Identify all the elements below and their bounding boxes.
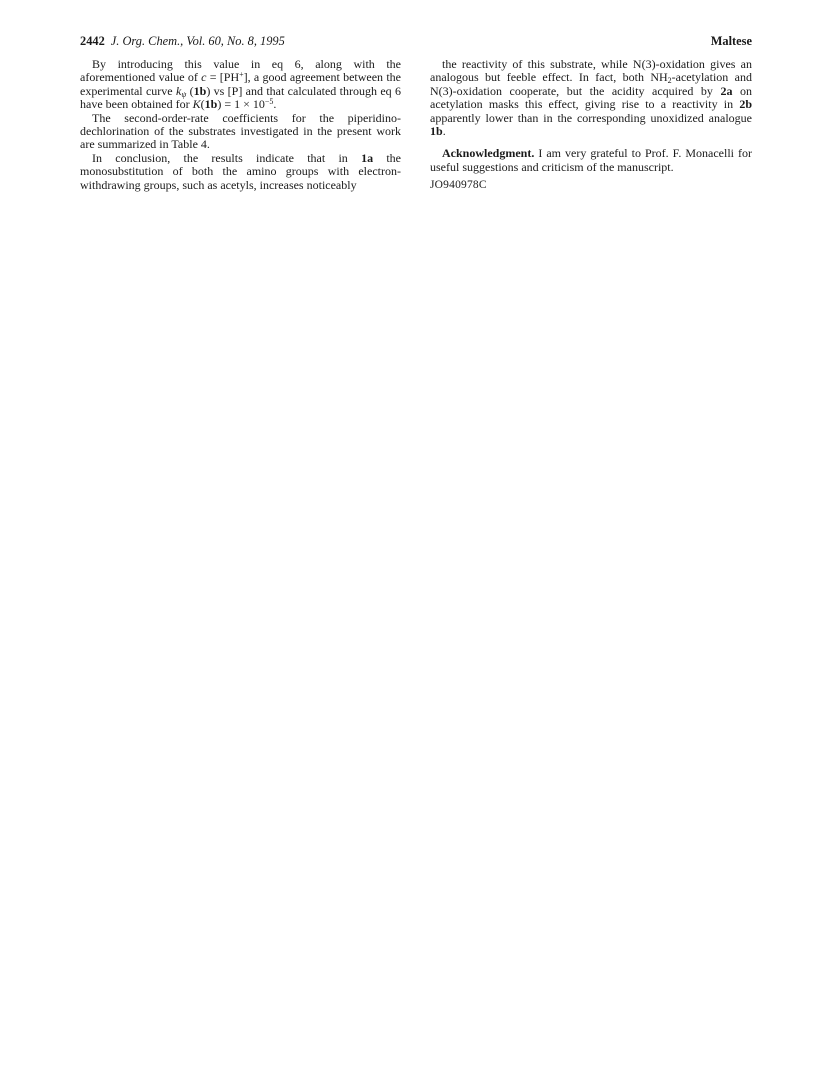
running-author: Maltese [710, 34, 752, 48]
paragraph-rate-coefficients: The second-order-rate coefficients for the piperidino-dechlorination of the substrates investigated in the present work are summarized in Table 4. [80, 110, 401, 152]
compound-ref: 1b [204, 97, 218, 112]
compound-ref: 1b [193, 83, 207, 98]
paragraph-conclusion-continued: the reactivity of this substrate, while N(3)-oxidation gives an analogous but feeble effect. In fact, both $NH_2$-acetylation and N(3)-oxidation cooperate, but the acidity acquired by 2a on acetylation masks this effect, giving rise to a reactivity in 2b apparently lower than in the corresponding unoxidized analogue 1b. [430, 57, 753, 139]
compound-ref: 1b [430, 124, 443, 139]
left-column [80, 58, 401, 192]
compound-ref: 1a [361, 150, 374, 165]
journal-citation: J. Org. Chem., Vol. 60, No. 8, 1995 [110, 34, 285, 48]
paragraph-conclusion: In conclusion, the results indicate that in 1a the monosubstitution of both the amino groups with electron-withdrawing groups, such as acetyls, increases noticeably [80, 150, 401, 192]
manuscript-code: JO940978C [430, 179, 487, 192]
acknowledgment: Acknowledgment. I am very grateful to Prof. F. Monacelli for useful suggestions and criticism of the manuscript. [430, 146, 752, 174]
acknowledgment-heading: Acknowledgment. [442, 146, 535, 161]
paragraph-eq6-agreement: By introducing this value in eq 6, along with the aforementioned value of c = [PH+], a good agreement between the experimental curve $k_\psi$ (1b) vs [P] and that calculated through eq 6 have been obtained for $K(1b) = 1 \times 10^{-5}$. [80, 57, 402, 112]
compound-ref: 2b [739, 97, 752, 112]
page-number: 2442 [80, 34, 105, 48]
right-column [430, 58, 752, 193]
compound-ref: 2a [720, 83, 733, 98]
running-header [80, 33, 752, 49]
